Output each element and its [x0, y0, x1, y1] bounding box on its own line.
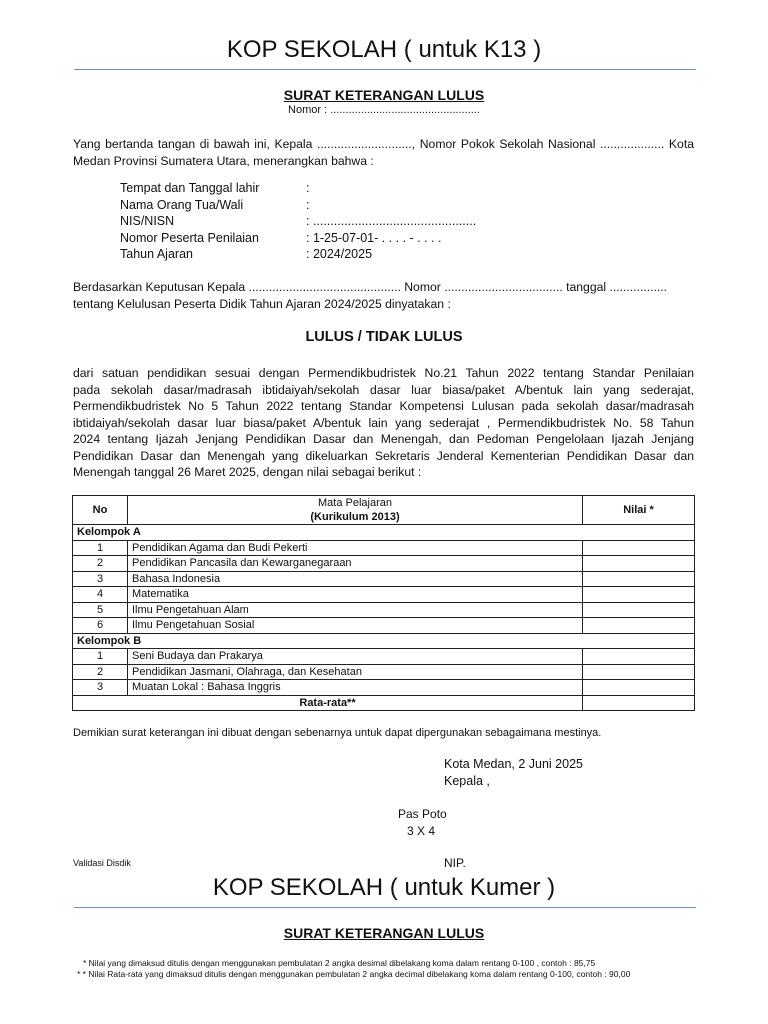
keputusan-line-1: Berdasarkan Keputusan Kepala ............................................. Nomor ................................... tanggal ................. — [73, 280, 668, 294]
paragraph-line: 2024 tentang Ijazah Jenjang Pendidikan Dasar dan Menengah, dan Pedoman Pengelolaan Ijazah Jenjang — [73, 432, 694, 446]
header-rule — [74, 69, 696, 70]
row-nilai[interactable] — [583, 587, 695, 603]
row-nilai[interactable] — [583, 602, 695, 618]
row-subject: Seni Budaya dan Prakarya — [128, 649, 583, 665]
table-row — [73, 587, 695, 603]
table-header-row — [73, 496, 695, 525]
row-subject: Ilmu Pengetahuan Alam — [128, 602, 583, 618]
table-row — [73, 571, 695, 587]
field-label: Nama Orang Tua/Wali — [120, 197, 244, 212]
lulus-status: LULUS / TIDAK LULUS — [305, 329, 463, 345]
row-no: 3 — [73, 571, 128, 587]
row-no: 2 — [73, 556, 128, 572]
paragraph-line: pada sekolah dasar/madrasah ibtidaiyah/sekolah dasar luar biasa/paket A/bentuk lain yang sederajat, — [73, 382, 694, 397]
row-no: 1 — [73, 649, 128, 665]
group-label-a: Kelompok A — [73, 525, 695, 541]
table-row — [73, 680, 695, 696]
field-label: NIS/NISN — [120, 214, 175, 228]
header-mapel — [128, 496, 583, 525]
average-value[interactable] — [583, 695, 695, 711]
intro-line-2: Medan Provinsi Sumatera Utara, menerangkan bahwa : — [73, 153, 374, 168]
field-row — [120, 197, 476, 214]
group-row — [73, 633, 695, 649]
row-subject: Bahasa Indonesia — [128, 571, 583, 587]
table-row — [73, 556, 695, 572]
kepala-label: Kepala , — [444, 774, 490, 788]
row-nilai[interactable] — [583, 618, 695, 634]
row-subject: Pendidikan Pancasila dan Kewarganegaraan — [128, 556, 583, 572]
row-no: 2 — [73, 664, 128, 680]
table-row — [73, 618, 695, 634]
kop-sekolah-kumer: KOP SEKOLAH ( untuk Kumer ) — [212, 874, 556, 901]
row-subject: Matematika — [128, 587, 583, 603]
row-nilai[interactable] — [583, 540, 695, 556]
row-subject: Pendidikan Agama dan Budi Pekerti — [128, 540, 583, 556]
average-label: Rata-rata** — [73, 695, 583, 711]
header-rule-2 — [74, 907, 696, 908]
grades-table — [72, 495, 695, 711]
row-no: 1 — [73, 540, 128, 556]
field-row — [120, 213, 476, 230]
nip-label: NIP. — [444, 856, 466, 870]
field-value: : ............................................... — [306, 214, 477, 228]
group-row — [73, 525, 695, 541]
group-label-b: Kelompok B — [73, 633, 695, 649]
intro-line-1: Yang bertanda tangan di bawah ini, Kepala ............................, Nomor Pokok Sekolah Nasional ................... Kota — [73, 137, 694, 151]
pas-poto-size: 3 X 4 — [407, 824, 436, 838]
average-row — [73, 695, 695, 711]
table-row — [73, 540, 695, 556]
row-no: 5 — [73, 602, 128, 618]
field-value: : — [306, 181, 310, 195]
row-nilai[interactable] — [583, 571, 695, 587]
field-row — [120, 180, 476, 197]
keputusan-line-2: tentang Kelulusan Peserta Didik Tahun Ajaran 2024/2025 dinyatakan : — [73, 296, 451, 311]
pas-poto-label: Pas Poto — [398, 807, 447, 821]
row-no: 3 — [73, 680, 128, 696]
row-nilai[interactable] — [583, 664, 695, 680]
row-no: 6 — [73, 618, 128, 634]
footnote-2: * * Nilai Rata-rata yang dimaksud ditulis dengan menggunakan pembulatan 2 angka decimal dibelakang koma dalam rentang 0-100, contoh : 90,00 — [77, 969, 631, 979]
closing-statement: Demikian surat keterangan ini dibuat dengan sebenarnya untuk dapat dipergunakan sebagaimana mestinya. — [73, 727, 602, 739]
header-no: No — [73, 496, 128, 525]
field-value: : 2024/2025 — [306, 247, 373, 261]
row-nilai[interactable] — [583, 680, 695, 696]
table-row — [73, 649, 695, 665]
field-label: Nomor Peserta Penilaian — [120, 230, 259, 245]
paragraph-line: ibtidaiyah/sekolah dasar luar biasa/paket A/bentuk lain yang sederajat , Permendikbudristek No. 58 Tahun — [73, 415, 694, 430]
paragraph-line: dari satuan pendidikan sesuai dengan Permendikbudristek No.21 Tahun 2022 tentang Standar Penilaian — [73, 366, 694, 380]
paragraph-line: Menengah tanggal 26 Maret 2025, dengan nilai sebagai berikut : — [73, 465, 422, 479]
table-row — [73, 602, 695, 618]
student-fields — [120, 180, 476, 263]
validasi-disdik: Validasi Disdik — [73, 858, 131, 868]
row-subject: Pendidikan Jasmani, Olahraga, dan Kesehatan — [128, 664, 583, 680]
nomor-line: Nomor : ................................................. — [288, 104, 480, 116]
field-value: : 1-25-07-01- . . . . - . . . . — [306, 230, 442, 245]
document-title-2: SURAT KETERANGAN LULUS — [283, 925, 485, 941]
field-row — [120, 246, 476, 263]
table-row — [73, 664, 695, 680]
header-nilai: Nilai * — [583, 496, 695, 525]
paragraph-line: Permendikbudristek No 5 Tahun 2022 tentang Standar Kompetensi Lulusan pada sekolah dasar/madrasah — [73, 399, 694, 413]
kop-sekolah-k13: KOP SEKOLAH ( untuk K13 ) — [226, 36, 542, 63]
footnote-1: * Nilai yang dimaksud ditulis dengan menggunakan pembulatan 2 angka desimal dibelakang koma dalam rentang 0-100 , contoh : 85,75 — [83, 958, 596, 968]
field-value: : — [306, 197, 310, 212]
legal-paragraph — [73, 365, 694, 481]
row-nilai[interactable] — [583, 556, 695, 572]
paragraph-line: Pendidikan Dasar dan Menengah yang dikeluarkan Sekretaris Jenderal Kementerian Pendidikan Dasar dan — [73, 448, 694, 463]
place-date: Kota Medan, 2 Juni 2025 — [444, 757, 583, 771]
header-mapel-line1: Mata Pelajaran — [318, 497, 392, 509]
row-no: 4 — [73, 587, 128, 603]
document-title: SURAT KETERANGAN LULUS — [283, 87, 485, 103]
field-label: Tempat dan Tanggal lahir — [120, 181, 260, 195]
header-mapel-line2: (Kurikulum 2013) — [310, 511, 400, 523]
row-subject: Muatan Lokal : Bahasa Inggris — [128, 680, 583, 696]
field-row — [120, 230, 476, 247]
row-nilai[interactable] — [583, 649, 695, 665]
row-subject: Ilmu Pengetahuan Sosial — [128, 618, 583, 634]
field-label: Tahun Ajaran — [120, 247, 193, 261]
